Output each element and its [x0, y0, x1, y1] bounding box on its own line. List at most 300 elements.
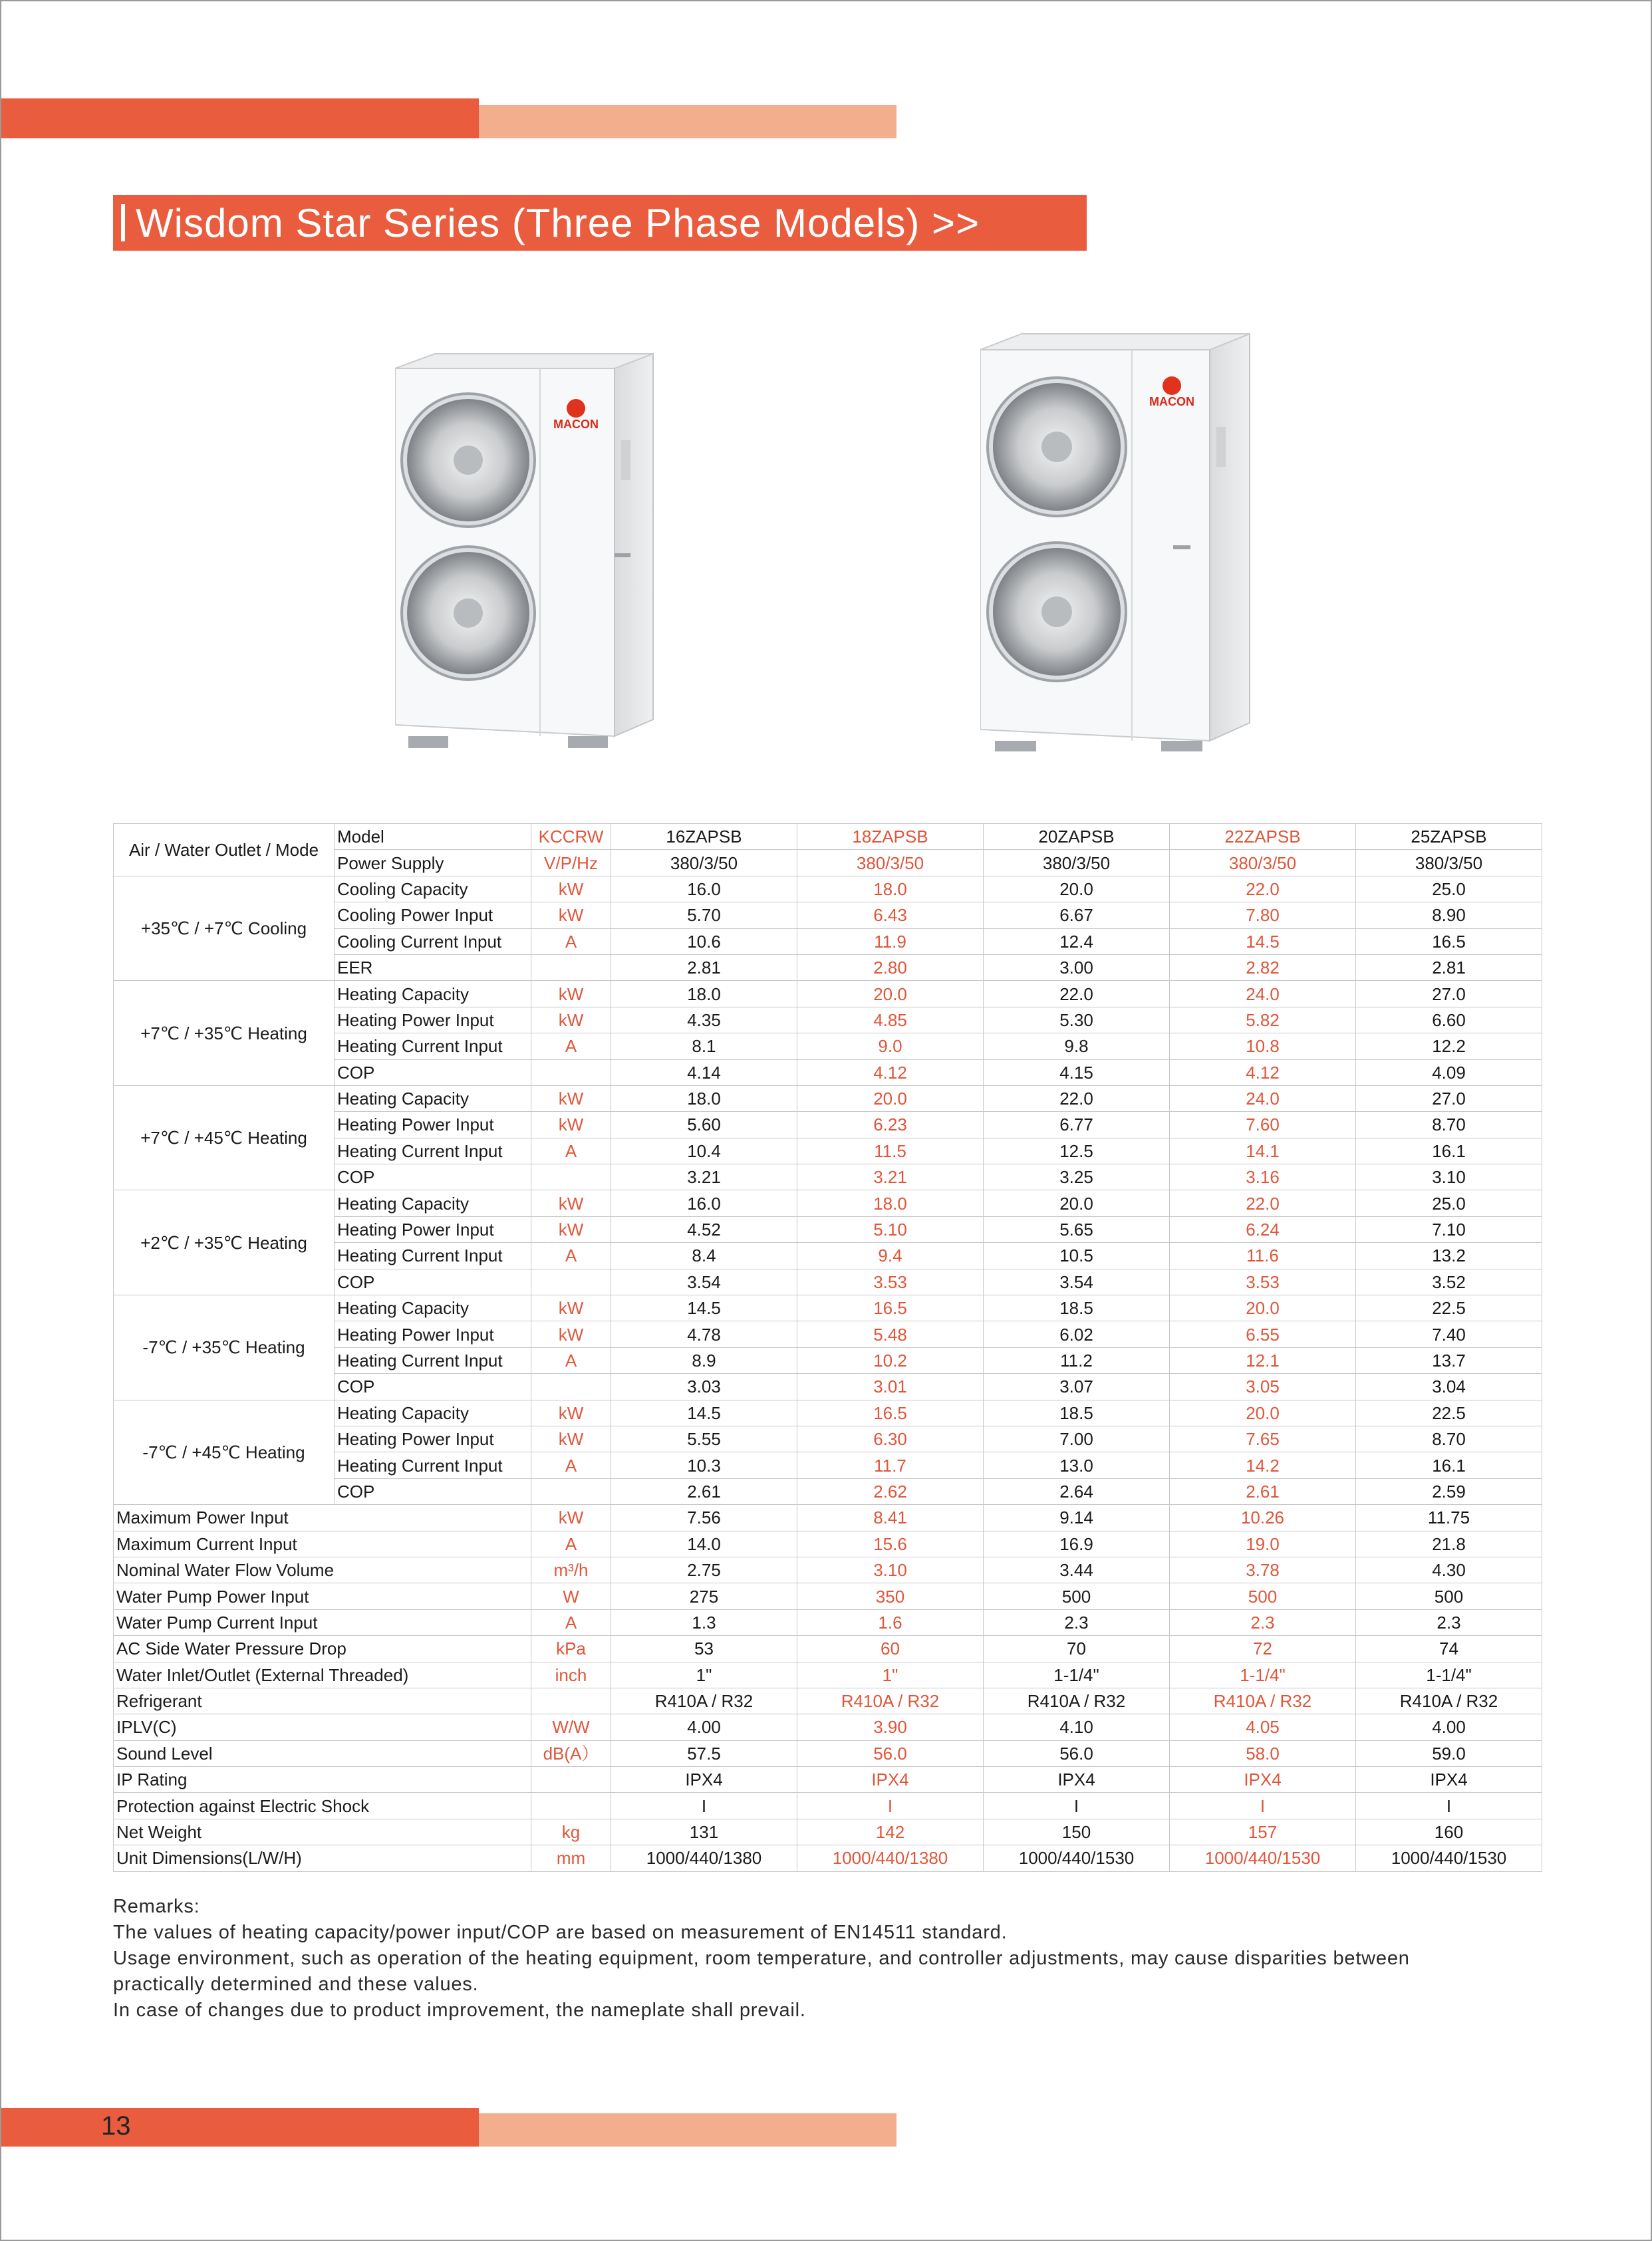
value-cell: 9.0 — [797, 1033, 984, 1059]
table-row — [114, 1819, 1542, 1845]
value-cell: 14.0 — [611, 1531, 797, 1557]
top-accent-band — [1, 98, 479, 138]
value-cell: 13.0 — [984, 1452, 1170, 1478]
table-row — [114, 1190, 1542, 1216]
table-row — [114, 1714, 1542, 1740]
value-cell: IPX4 — [611, 1767, 797, 1793]
value-cell: 10.3 — [611, 1452, 797, 1478]
footer-accent-band-light — [479, 2113, 896, 2147]
value-cell: 3.78 — [1170, 1557, 1356, 1583]
table-row — [114, 1688, 1542, 1714]
value-cell: 380/3/50 — [1170, 850, 1356, 876]
value-cell: 5.55 — [611, 1426, 797, 1452]
value-cell: 56.0 — [797, 1740, 984, 1766]
heat-pump-unit-image-small — [395, 347, 661, 753]
value-cell: 25.0 — [1356, 876, 1542, 902]
param-label: IP Rating — [114, 1767, 531, 1793]
value-cell: 56.0 — [984, 1740, 1170, 1766]
value-cell: 24.0 — [1170, 981, 1356, 1007]
value-cell: 72 — [1170, 1636, 1356, 1662]
param-label: Heating Power Input — [335, 1426, 531, 1452]
table-row — [114, 1740, 1542, 1766]
value-cell: 7.80 — [1170, 902, 1356, 928]
remarks-line: Usage environment, such as operation of the heating equipment, room temperature, and controller adjustments, may cause disparities between — [113, 1948, 1410, 1969]
specification-table — [113, 823, 1542, 1872]
param-label: Heating Current Input — [335, 1243, 531, 1269]
unit-cell: KCCRW — [531, 824, 611, 850]
value-cell: 3.00 — [984, 954, 1170, 980]
value-cell: 7.10 — [1356, 1216, 1542, 1242]
value-cell: 14.5 — [611, 1295, 797, 1321]
value-cell: 8.1 — [611, 1033, 797, 1059]
value-cell: 4.78 — [611, 1321, 797, 1347]
param-label: COP — [335, 1374, 531, 1400]
unit-cell — [531, 1269, 611, 1295]
unit-cell: m³/h — [531, 1557, 611, 1583]
value-cell: 1" — [797, 1662, 984, 1688]
value-cell: 3.54 — [611, 1269, 797, 1295]
unit-cell — [531, 1374, 611, 1400]
value-cell: R410A / R32 — [797, 1688, 984, 1714]
unit-cell: W/W — [531, 1714, 611, 1740]
value-cell: 4.52 — [611, 1216, 797, 1242]
value-cell: 21.8 — [1356, 1531, 1542, 1557]
value-cell: 1-1/4" — [1356, 1662, 1542, 1688]
value-cell: 2.61 — [611, 1478, 797, 1504]
value-cell: 16.5 — [1356, 928, 1542, 954]
value-cell: 3.21 — [611, 1164, 797, 1190]
value-cell: 16.5 — [797, 1295, 984, 1321]
value-cell: 6.77 — [984, 1112, 1170, 1138]
unit-cell: A — [531, 1531, 611, 1557]
unit-cell — [531, 1059, 611, 1085]
value-cell: 27.0 — [1356, 1085, 1542, 1111]
value-cell: IPX4 — [1170, 1767, 1356, 1793]
value-cell: 14.2 — [1170, 1452, 1356, 1478]
unit-cell: kW — [531, 981, 611, 1007]
value-cell: 53 — [611, 1636, 797, 1662]
footer-accent-band — [1, 2108, 479, 2147]
param-label: COP — [335, 1269, 531, 1295]
value-cell: 4.12 — [797, 1059, 984, 1085]
param-label: COP — [335, 1164, 531, 1190]
value-cell: 6.24 — [1170, 1216, 1356, 1242]
value-cell: 14.1 — [1170, 1138, 1356, 1164]
value-cell: 20.0 — [797, 981, 984, 1007]
unit-cell — [531, 1164, 611, 1190]
value-cell: 3.10 — [797, 1557, 984, 1583]
value-cell: 18.0 — [611, 1085, 797, 1111]
value-cell: 3.07 — [984, 1374, 1170, 1400]
value-cell: 4.85 — [797, 1007, 984, 1033]
param-label: Water Inlet/Outlet (External Threaded) — [114, 1662, 531, 1688]
value-cell: R410A / R32 — [984, 1688, 1170, 1714]
unit-cell: V/P/Hz — [531, 850, 611, 876]
value-cell: 2.3 — [984, 1609, 1170, 1635]
value-cell: 150 — [984, 1819, 1170, 1845]
value-cell: I — [611, 1793, 797, 1819]
page-number: 13 — [101, 2111, 131, 2141]
table-row — [114, 1793, 1542, 1819]
unit-cell: kW — [531, 1321, 611, 1347]
table-row — [114, 1609, 1542, 1635]
unit-cell: A — [531, 928, 611, 954]
value-cell: 58.0 — [1170, 1740, 1356, 1766]
value-cell: 3.21 — [797, 1164, 984, 1190]
value-cell: 5.70 — [611, 902, 797, 928]
value-cell: 7.65 — [1170, 1426, 1356, 1452]
param-label: Heating Current Input — [335, 1452, 531, 1478]
value-cell: 8.4 — [611, 1243, 797, 1269]
value-cell: 18ZAPSB — [797, 824, 984, 850]
unit-cell: mm — [531, 1845, 611, 1871]
value-cell: 20.0 — [797, 1085, 984, 1111]
value-cell: 7.40 — [1356, 1321, 1542, 1347]
param-label: Heating Power Input — [335, 1007, 531, 1033]
value-cell: I — [1356, 1793, 1542, 1819]
value-cell: 500 — [984, 1583, 1170, 1609]
value-cell: 500 — [1170, 1583, 1356, 1609]
unit-cell: inch — [531, 1662, 611, 1688]
table-row — [114, 1636, 1542, 1662]
value-cell: 1-1/4" — [1170, 1662, 1356, 1688]
table-row — [114, 1505, 1542, 1531]
value-cell: 3.16 — [1170, 1164, 1356, 1190]
value-cell: 20ZAPSB — [984, 824, 1170, 850]
value-cell: 57.5 — [611, 1740, 797, 1766]
value-cell: 3.53 — [1170, 1269, 1356, 1295]
value-cell: 2.59 — [1356, 1478, 1542, 1504]
value-cell: 4.05 — [1170, 1714, 1356, 1740]
param-label: COP — [335, 1059, 531, 1085]
value-cell: 9.8 — [984, 1033, 1170, 1059]
remarks-line: In case of changes due to product improvement, the nameplate shall prevail. — [113, 2000, 806, 2021]
param-label: Power Supply — [335, 850, 531, 876]
param-label: Water Pump Current Input — [114, 1609, 531, 1635]
value-cell: 12.5 — [984, 1138, 1170, 1164]
value-cell: I — [797, 1793, 984, 1819]
unit-cell — [531, 1688, 611, 1714]
value-cell: 1.6 — [797, 1609, 984, 1635]
value-cell: 4.00 — [611, 1714, 797, 1740]
value-cell: 8.41 — [797, 1505, 984, 1531]
value-cell: R410A / R32 — [1356, 1688, 1542, 1714]
param-label: Model — [335, 824, 531, 850]
param-label: Heating Current Input — [335, 1033, 531, 1059]
value-cell: 6.30 — [797, 1426, 984, 1452]
value-cell: IPX4 — [797, 1767, 984, 1793]
value-cell: 2.64 — [984, 1478, 1170, 1504]
value-cell: 1000/440/1380 — [611, 1845, 797, 1871]
value-cell: 380/3/50 — [611, 850, 797, 876]
value-cell: 6.23 — [797, 1112, 984, 1138]
value-cell: 275 — [611, 1583, 797, 1609]
condition-group-label: +7℃ / +35℃ Heating — [114, 981, 335, 1086]
value-cell: 380/3/50 — [984, 850, 1170, 876]
remarks-line: The values of heating capacity/power input/COP are based on measurement of EN14511 standard. — [113, 1922, 1008, 1943]
value-cell: 2.80 — [797, 954, 984, 980]
unit-cell: kW — [531, 1007, 611, 1033]
value-cell: 1-1/4" — [984, 1662, 1170, 1688]
table-row — [114, 1531, 1542, 1557]
param-label: Heating Power Input — [335, 1216, 531, 1242]
value-cell: 6.60 — [1356, 1007, 1542, 1033]
value-cell: 350 — [797, 1583, 984, 1609]
value-cell: 2.3 — [1170, 1609, 1356, 1635]
value-cell: 380/3/50 — [797, 850, 984, 876]
value-cell: 6.02 — [984, 1321, 1170, 1347]
value-cell: 18.0 — [611, 981, 797, 1007]
unit-cell — [531, 1478, 611, 1504]
value-cell: 11.2 — [984, 1347, 1170, 1373]
value-cell: 4.00 — [1356, 1714, 1542, 1740]
table-row — [114, 1085, 1542, 1111]
brand-logo: MACON — [553, 418, 599, 431]
value-cell: 12.2 — [1356, 1033, 1542, 1059]
param-label: Water Pump Power Input — [114, 1583, 531, 1609]
unit-cell: kW — [531, 1112, 611, 1138]
table-row — [114, 1557, 1542, 1583]
value-cell: 142 — [797, 1819, 984, 1845]
top-accent-band-light — [479, 105, 896, 138]
value-cell: 8.90 — [1356, 902, 1542, 928]
value-cell: 18.5 — [984, 1400, 1170, 1426]
value-cell: 2.75 — [611, 1557, 797, 1583]
page-title: Wisdom Star Series (Three Phase Models) >> — [136, 201, 980, 245]
value-cell: 3.04 — [1356, 1374, 1542, 1400]
value-cell: 3.52 — [1356, 1269, 1542, 1295]
value-cell: 3.25 — [984, 1164, 1170, 1190]
table-row — [114, 824, 1542, 850]
table-row — [114, 876, 1542, 902]
remarks-heading: Remarks: — [113, 1896, 200, 1917]
unit-cell: W — [531, 1583, 611, 1609]
value-cell: 4.15 — [984, 1059, 1170, 1085]
value-cell: 70 — [984, 1636, 1170, 1662]
mode-label: Air / Water Outlet / Mode — [114, 824, 335, 876]
value-cell: 18.0 — [797, 876, 984, 902]
value-cell: 20.0 — [984, 1190, 1170, 1216]
value-cell: IPX4 — [984, 1767, 1170, 1793]
value-cell: I — [984, 1793, 1170, 1819]
value-cell: 4.10 — [984, 1714, 1170, 1740]
condition-group-label: -7℃ / +35℃ Heating — [114, 1295, 335, 1400]
param-label: Heating Capacity — [335, 1085, 531, 1111]
value-cell: 11.75 — [1356, 1505, 1542, 1531]
value-cell: 16.0 — [611, 1190, 797, 1216]
value-cell: 1000/440/1530 — [1356, 1845, 1542, 1871]
value-cell: 8.70 — [1356, 1112, 1542, 1138]
unit-cell — [531, 1793, 611, 1819]
value-cell: 10.4 — [611, 1138, 797, 1164]
value-cell: 2.61 — [1170, 1478, 1356, 1504]
param-label: IPLV(C) — [114, 1714, 531, 1740]
value-cell: 4.12 — [1170, 1059, 1356, 1085]
value-cell: 12.1 — [1170, 1347, 1356, 1373]
value-cell: 2.81 — [611, 954, 797, 980]
value-cell: 16.1 — [1356, 1138, 1542, 1164]
condition-group-label: +7℃ / +45℃ Heating — [114, 1085, 335, 1190]
param-label: Cooling Current Input — [335, 928, 531, 954]
unit-cell: kW — [531, 1505, 611, 1531]
unit-cell: kW — [531, 1190, 611, 1216]
value-cell: 14.5 — [1170, 928, 1356, 954]
param-label: Heating Power Input — [335, 1321, 531, 1347]
value-cell: 3.01 — [797, 1374, 984, 1400]
value-cell: 22.0 — [984, 981, 1170, 1007]
condition-group-label: +2℃ / +35℃ Heating — [114, 1190, 335, 1295]
value-cell: 3.44 — [984, 1557, 1170, 1583]
value-cell: 16.0 — [611, 876, 797, 902]
unit-cell: kW — [531, 1216, 611, 1242]
value-cell: 20.0 — [1170, 1295, 1356, 1321]
value-cell: 500 — [1356, 1583, 1542, 1609]
value-cell: 131 — [611, 1819, 797, 1845]
table-row — [114, 1400, 1542, 1426]
value-cell: 8.9 — [611, 1347, 797, 1373]
condition-group-label: -7℃ / +45℃ Heating — [114, 1400, 335, 1505]
value-cell: 12.4 — [984, 928, 1170, 954]
value-cell: 3.05 — [1170, 1374, 1356, 1400]
unit-cell: kW — [531, 876, 611, 902]
value-cell: R410A / R32 — [1170, 1688, 1356, 1714]
param-label: COP — [335, 1478, 531, 1504]
brand-logo: MACON — [1149, 395, 1194, 408]
unit-cell: A — [531, 1033, 611, 1059]
value-cell: 11.7 — [797, 1452, 984, 1478]
value-cell: 18.0 — [797, 1190, 984, 1216]
value-cell: 8.70 — [1356, 1426, 1542, 1452]
value-cell: 1000/440/1380 — [797, 1845, 984, 1871]
value-cell: 1.3 — [611, 1609, 797, 1635]
value-cell: 18.5 — [984, 1295, 1170, 1321]
value-cell: 25.0 — [1356, 1190, 1542, 1216]
value-cell: 4.14 — [611, 1059, 797, 1085]
unit-cell: kW — [531, 1085, 611, 1111]
param-label: Heating Current Input — [335, 1138, 531, 1164]
value-cell: 20.0 — [984, 876, 1170, 902]
value-cell: 11.6 — [1170, 1243, 1356, 1269]
value-cell: 25ZAPSB — [1356, 824, 1542, 850]
value-cell: 10.6 — [611, 928, 797, 954]
value-cell: 16.5 — [797, 1400, 984, 1426]
value-cell: 7.56 — [611, 1505, 797, 1531]
unit-cell: dB(A） — [531, 1740, 611, 1766]
unit-cell: A — [531, 1138, 611, 1164]
param-label: Heating Capacity — [335, 981, 531, 1007]
value-cell: 11.9 — [797, 928, 984, 954]
value-cell: 19.0 — [1170, 1531, 1356, 1557]
value-cell: 22.0 — [1170, 1190, 1356, 1216]
value-cell: 2.82 — [1170, 954, 1356, 980]
value-cell: 10.2 — [797, 1347, 984, 1373]
unit-cell: A — [531, 1452, 611, 1478]
unit-cell: kg — [531, 1819, 611, 1845]
value-cell: 16.1 — [1356, 1452, 1542, 1478]
value-cell: 22.5 — [1356, 1400, 1542, 1426]
unit-cell: kPa — [531, 1636, 611, 1662]
value-cell: 3.53 — [797, 1269, 984, 1295]
value-cell: 6.43 — [797, 902, 984, 928]
value-cell: 6.67 — [984, 902, 1170, 928]
value-cell: 160 — [1356, 1819, 1542, 1845]
value-cell: 13.2 — [1356, 1243, 1542, 1269]
condition-group-label: +35℃ / +7℃ Cooling — [114, 876, 335, 981]
param-label: Sound Level — [114, 1740, 531, 1766]
value-cell: 5.60 — [611, 1112, 797, 1138]
value-cell: I — [1170, 1793, 1356, 1819]
param-label: Cooling Capacity — [335, 876, 531, 902]
value-cell: 24.0 — [1170, 1085, 1356, 1111]
value-cell: 15.6 — [797, 1531, 984, 1557]
table-row — [114, 981, 1542, 1007]
table-row — [114, 1845, 1542, 1871]
unit-cell: A — [531, 1243, 611, 1269]
value-cell: 3.90 — [797, 1714, 984, 1740]
unit-cell: kW — [531, 902, 611, 928]
value-cell: 74 — [1356, 1636, 1542, 1662]
value-cell: 5.10 — [797, 1216, 984, 1242]
param-label: Heating Capacity — [335, 1190, 531, 1216]
param-label: Refrigerant — [114, 1688, 531, 1714]
param-label: Maximum Current Input — [114, 1531, 531, 1557]
value-cell: 7.60 — [1170, 1112, 1356, 1138]
value-cell: 3.54 — [984, 1269, 1170, 1295]
value-cell: 1000/440/1530 — [1170, 1845, 1356, 1871]
value-cell: 2.62 — [797, 1478, 984, 1504]
param-label: Cooling Power Input — [335, 902, 531, 928]
value-cell: 22ZAPSB — [1170, 824, 1356, 850]
value-cell: 5.48 — [797, 1321, 984, 1347]
value-cell: 13.7 — [1356, 1347, 1542, 1373]
value-cell: 2.81 — [1356, 954, 1542, 980]
value-cell: 5.82 — [1170, 1007, 1356, 1033]
value-cell: 20.0 — [1170, 1400, 1356, 1426]
value-cell: 6.55 — [1170, 1321, 1356, 1347]
table-row — [114, 1295, 1542, 1321]
value-cell: 4.35 — [611, 1007, 797, 1033]
param-label: Heating Capacity — [335, 1400, 531, 1426]
unit-cell: kW — [531, 1295, 611, 1321]
value-cell: 10.8 — [1170, 1033, 1356, 1059]
unit-cell — [531, 954, 611, 980]
unit-cell: kW — [531, 1426, 611, 1452]
unit-cell: A — [531, 1609, 611, 1635]
value-cell: 14.5 — [611, 1400, 797, 1426]
value-cell: 380/3/50 — [1356, 850, 1542, 876]
table-row — [114, 1662, 1542, 1688]
param-label: Heating Power Input — [335, 1112, 531, 1138]
value-cell: 10.5 — [984, 1243, 1170, 1269]
unit-cell: kW — [531, 1400, 611, 1426]
value-cell: 10.26 — [1170, 1505, 1356, 1531]
value-cell: 9.14 — [984, 1505, 1170, 1531]
unit-cell: A — [531, 1347, 611, 1373]
value-cell: 5.30 — [984, 1007, 1170, 1033]
value-cell: 9.4 — [797, 1243, 984, 1269]
value-cell: 11.5 — [797, 1138, 984, 1164]
value-cell: 59.0 — [1356, 1740, 1542, 1766]
table-row — [114, 1767, 1542, 1793]
remarks-line: practically determined and these values. — [113, 1974, 479, 1995]
value-cell: 1" — [611, 1662, 797, 1688]
value-cell: 16.9 — [984, 1531, 1170, 1557]
value-cell: 157 — [1170, 1819, 1356, 1845]
param-label: Nominal Water Flow Volume — [114, 1557, 531, 1583]
value-cell: 22.5 — [1356, 1295, 1542, 1321]
param-label: Heating Current Input — [335, 1347, 531, 1373]
value-cell: 7.00 — [984, 1426, 1170, 1452]
